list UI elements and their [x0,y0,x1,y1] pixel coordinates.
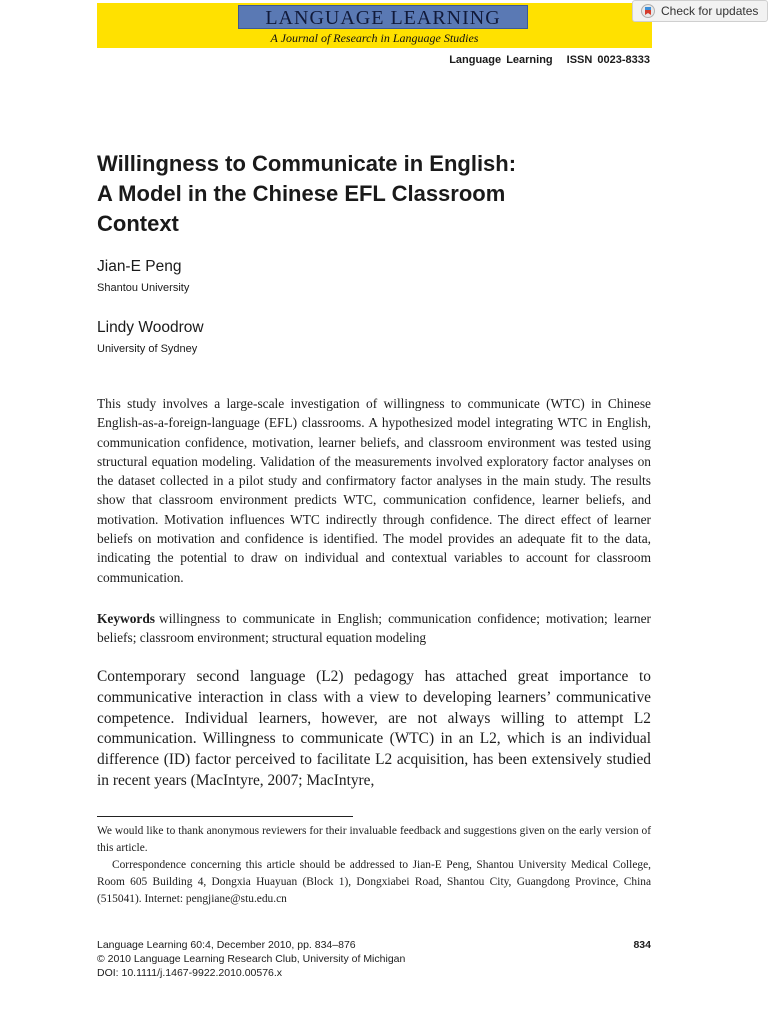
page-number: 834 [633,939,651,951]
journal-name: LANGUAGE LEARNING [238,5,528,29]
article-title [97,149,657,239]
keywords [97,609,651,648]
journal-subtitle: A Journal of Research in Language Studies [270,31,479,45]
title-line: Willingness to Communicate in English: [97,151,517,176]
author-name: Jian-E Peng [97,258,182,275]
journal-short-name: Language Learning [449,54,553,66]
crossmark-icon [641,4,655,18]
title-line: Context [97,211,179,236]
issn: ISSN 0023-8333 [566,54,650,66]
footnote-acknowledgment: We would like to thank anonymous reviewers for their invaluable feedback and suggestions given on the early version of this article. [97,825,651,854]
footer-citation: Language Learning 60:4, December 2010, pp. 834–876 [97,939,356,951]
footnotes [97,823,651,908]
author-affiliation: University of Sydney [97,343,198,355]
keywords-label: Keywords [97,611,156,626]
abstract: This study involves a large-scale investigation of willingness to communicate (WTC) in Chinese English-as-a-foreign-language (EFL) classrooms. A hypothesized model integrating WTC in English, communication confidence, motivation, learner beliefs, and classroom environment was tested using structural equation modeling. Validation of the measurements involved exploratory factor analyses on the dataset collected in a pilot study and confirmatory factor analyses in the main study. The results show that classroom environment predicts WTC, communication confidence, learner beliefs, and motivation. Motivation influences WTC indirectly through confidence. The direct effect of learner beliefs on motivation and confidence is identified. The model provides an adequate fit to the data, indicating the potential to draw on individual and contextual variables to account for classroom communication. [97,396,651,585]
footnote-divider [97,816,353,817]
footnote-correspondence: Correspondence concerning this article should be addressed to Jian-E Peng, Shantou University Medical College, Room 605 Building 4, Dongxia Huayuan (Block 1), Dongxiabei Road, Shantou City, Guangdong Province, China (515041). Internet: pengjiane@stu.edu.cn [97,859,651,905]
author-block [97,319,204,355]
page-footer [97,938,651,980]
title-line: A Model in the Chinese EFL Classroom [97,181,506,206]
author-name: Lindy Woodrow [97,319,204,336]
keywords-text: willingness to communicate in English; communication confidence; motivation; learner beliefs; classroom environment; structural equation modeling [97,611,651,646]
check-for-updates-button[interactable] [632,0,768,22]
footer-copyright: © 2010 Language Learning Research Club, University of Michigan [97,953,406,965]
body-paragraph: Contemporary second language (L2) pedagogy has attached great importance to communicative interaction in class with a view to developing learners’ communicative competence. Individual learners, however, are not always willing to attempt L2 communication. Willingness to communicate (WTC) in an L2, which is an individual difference (ID) factor perceived to facilitate L2 acquisition, has been extensively studied in recent years (MacIntyre, 2007; MacIntyre, [97,668,651,789]
issn-line [449,54,650,66]
author-block [97,258,189,294]
check-for-updates-label: Check for updates [661,4,759,18]
author-affiliation: Shantou University [97,282,190,294]
footer-doi: DOI: 10.1111/j.1467-9922.2010.00576.x [97,967,283,979]
